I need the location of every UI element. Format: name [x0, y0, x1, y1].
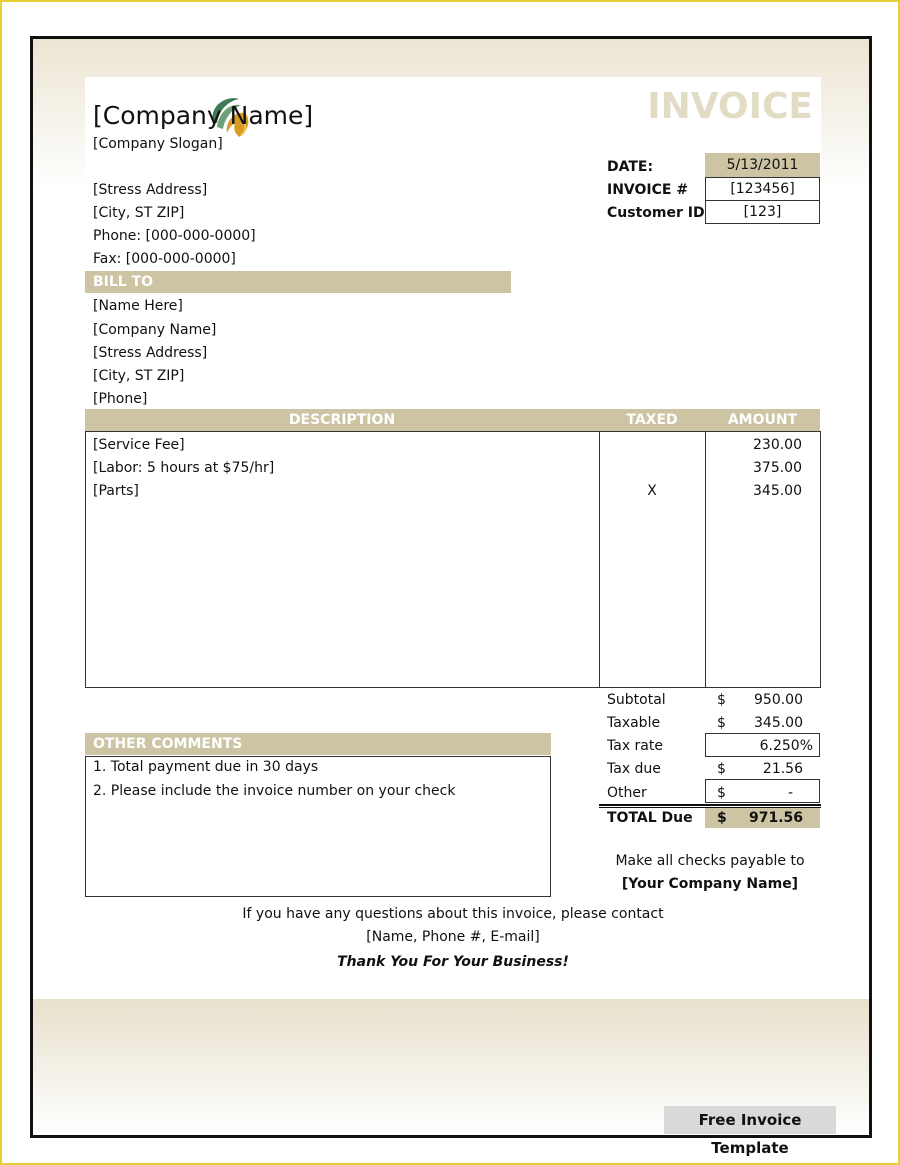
invoice-page: [85, 77, 821, 997]
company-slogan: [Company Slogan]: [93, 136, 223, 152]
bill-to-heading: BILL TO: [85, 271, 511, 293]
date-value: 5/13/2011: [726, 157, 799, 173]
subtotal-label: Subtotal: [607, 692, 666, 708]
company-name: [Company Name]: [93, 101, 314, 130]
invoice-number-value: [123456]: [730, 181, 795, 197]
payable-line: Make all checks payable to: [615, 853, 805, 869]
taxable-label: Taxable: [607, 715, 661, 731]
comment-line: 2. Please include the invoice number on your check: [93, 783, 456, 799]
date-value-cell: [705, 153, 820, 177]
tax-due-value: 21.56: [762, 761, 803, 777]
customer-id-label: Customer ID: [607, 205, 705, 221]
currency-symbol: $: [717, 692, 726, 708]
currency-symbol: $: [717, 761, 726, 777]
row-amount: 230.00: [753, 437, 802, 453]
currency-symbol: $: [717, 785, 726, 801]
bill-to-line: [City, ST ZIP]: [93, 368, 185, 384]
contact-details: [Name, Phone #, E-mail]: [366, 929, 540, 945]
address-line: [Stress Address]: [93, 182, 208, 198]
other-label: Other: [607, 785, 647, 801]
comment-line: 1. Total payment due in 30 days: [93, 759, 319, 775]
row-amount: 345.00: [753, 483, 802, 499]
row-description: [Labor: 5 hours at $75/hr]: [93, 460, 275, 476]
currency-symbol: $: [717, 715, 726, 731]
bill-to-line: [Phone]: [93, 391, 148, 407]
phone-line: Phone: [000-000-0000]: [93, 228, 256, 244]
subtotal-value: 950.00: [754, 692, 803, 708]
invoice-sheet: [30, 36, 872, 1138]
amount-header: AMOUNT: [705, 409, 820, 431]
description-header: DESCRIPTION: [85, 409, 599, 431]
row-taxed: X: [647, 483, 657, 499]
address-line: [City, ST ZIP]: [93, 205, 185, 221]
template-credit-label: Free Invoice Template: [664, 1106, 836, 1134]
invoice-title: INVOICE: [647, 86, 813, 127]
currency-symbol: $: [717, 810, 727, 826]
taxed-header: TAXED: [599, 409, 705, 431]
comments-box: [85, 756, 551, 897]
customer-id-cell: [705, 200, 820, 224]
invoice-number-label: INVOICE #: [607, 182, 689, 198]
date-label: DATE:: [607, 159, 654, 175]
row-description: [Parts]: [93, 483, 139, 499]
bill-to-line: [Company Name]: [93, 322, 217, 338]
total-due-label: TOTAL Due: [607, 810, 693, 826]
invoice-number-cell: [705, 177, 820, 201]
column-divider: [599, 431, 600, 688]
contact-line: If you have any questions about this invoice, please contact: [242, 906, 664, 922]
row-amount: 375.00: [753, 460, 802, 476]
bill-to-line: [Name Here]: [93, 298, 183, 314]
row-description: [Service Fee]: [93, 437, 185, 453]
payable-company: [Your Company Name]: [621, 876, 799, 892]
other-comments-heading: OTHER COMMENTS: [85, 733, 551, 755]
taxable-value: 345.00: [754, 715, 803, 731]
customer-id-value: [123]: [743, 204, 782, 220]
thank-you-note: Thank You For Your Business!: [337, 954, 569, 970]
bill-to-line: [Stress Address]: [93, 345, 208, 361]
fax-line: Fax: [000-000-0000]: [93, 251, 236, 267]
tax-due-label: Tax due: [607, 761, 661, 777]
tax-rate-value: 6.250%: [759, 738, 813, 754]
total-due-value: 971.56: [748, 810, 803, 826]
tax-rate-label: Tax rate: [607, 738, 663, 754]
total-rule: [599, 804, 821, 806]
other-value: -: [787, 785, 793, 801]
